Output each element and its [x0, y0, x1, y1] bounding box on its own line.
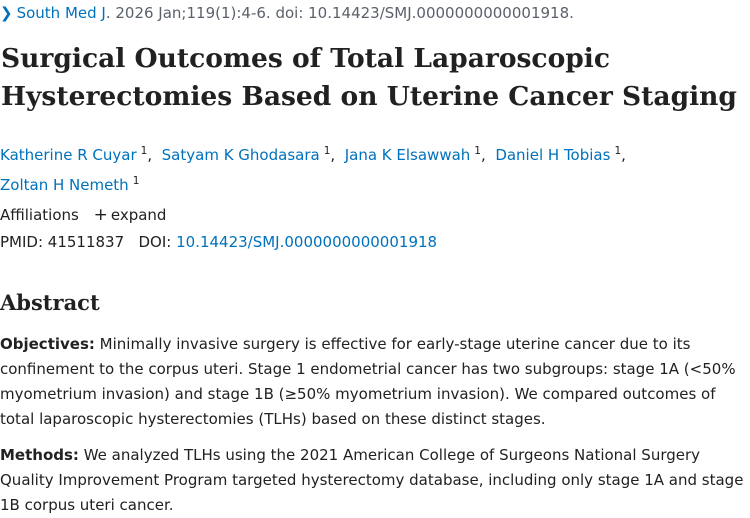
citation-line — [0, 4, 574, 22]
title-line-1: Surgical Outcomes of Total Laparoscopic — [1, 43, 610, 74]
article-title — [1, 40, 746, 116]
objectives-text: Minimally invasive surgery is effective for early-stage uterine cancer due to its confinement to the corpus uteri. Stage 1 endometrial cancer has two subgroups: stage 1A (<50% myometrium invasion) and stage 1B (≥50% myometrium invasion). We compared outcomes of total laparoscopic hysterectomies (TLHs) based on these distinct stages. — [0, 335, 736, 428]
author-link[interactable]: Katherine R Cuyar — [0, 146, 137, 164]
methods-label: Methods: — [0, 446, 79, 464]
identifiers-row — [0, 233, 437, 251]
author-link[interactable]: Jana K Elsawwah — [344, 146, 471, 164]
journal-link[interactable]: South Med J — [16, 4, 106, 22]
citation-details: . 2026 Jan;119(1):4-6. doi: 10.14423/SMJ.0000000000001918. — [105, 4, 574, 22]
authors-list — [0, 138, 745, 198]
objectives-paragraph — [0, 332, 746, 432]
expand-label: expand — [110, 206, 167, 224]
objectives-label: Objectives: — [0, 335, 95, 353]
author-link[interactable]: Daniel H Tobias — [495, 146, 611, 164]
chevron-right-icon[interactable]: ❯ — [0, 4, 13, 22]
affiliation-marker[interactable]: 1 — [132, 175, 140, 187]
title-line-2: Hysterectomies Based on Uterine Cancer Staging — [1, 81, 737, 112]
author-separator: , — [147, 146, 157, 164]
affiliation-marker[interactable]: 1 — [614, 145, 622, 157]
author-link[interactable]: Satyam K Ghodasara — [161, 146, 320, 164]
plus-icon: + — [93, 205, 108, 225]
abstract-heading: Abstract — [0, 290, 100, 315]
affiliation-marker[interactable]: 1 — [140, 145, 148, 157]
author-separator: , — [480, 146, 491, 164]
affiliations-label: Affiliations — [0, 206, 79, 224]
author-separator: , — [330, 146, 340, 164]
methods-paragraph — [0, 443, 746, 518]
doi-link[interactable]: 10.14423/SMJ.0000000000001918 — [176, 233, 438, 251]
affiliation-marker[interactable]: 1 — [474, 145, 481, 157]
pmid-value: 41511837 — [47, 233, 125, 251]
author-link[interactable]: Zoltan H Nemeth — [0, 176, 129, 194]
doi-label: DOI: — [138, 233, 172, 251]
author-separator: , — [621, 146, 626, 164]
affiliations-row — [0, 205, 166, 225]
affiliation-marker[interactable]: 1 — [323, 145, 331, 157]
expand-affiliations-button[interactable] — [94, 206, 167, 224]
pmid-label: PMID: — [0, 233, 44, 251]
methods-text: We analyzed TLHs using the 2021 American College of Surgeons National Surgery Quality Improvement Program targeted hysterectomy database, including only stage 1A and stage 1B corpus uteri cancer. — [0, 446, 744, 514]
